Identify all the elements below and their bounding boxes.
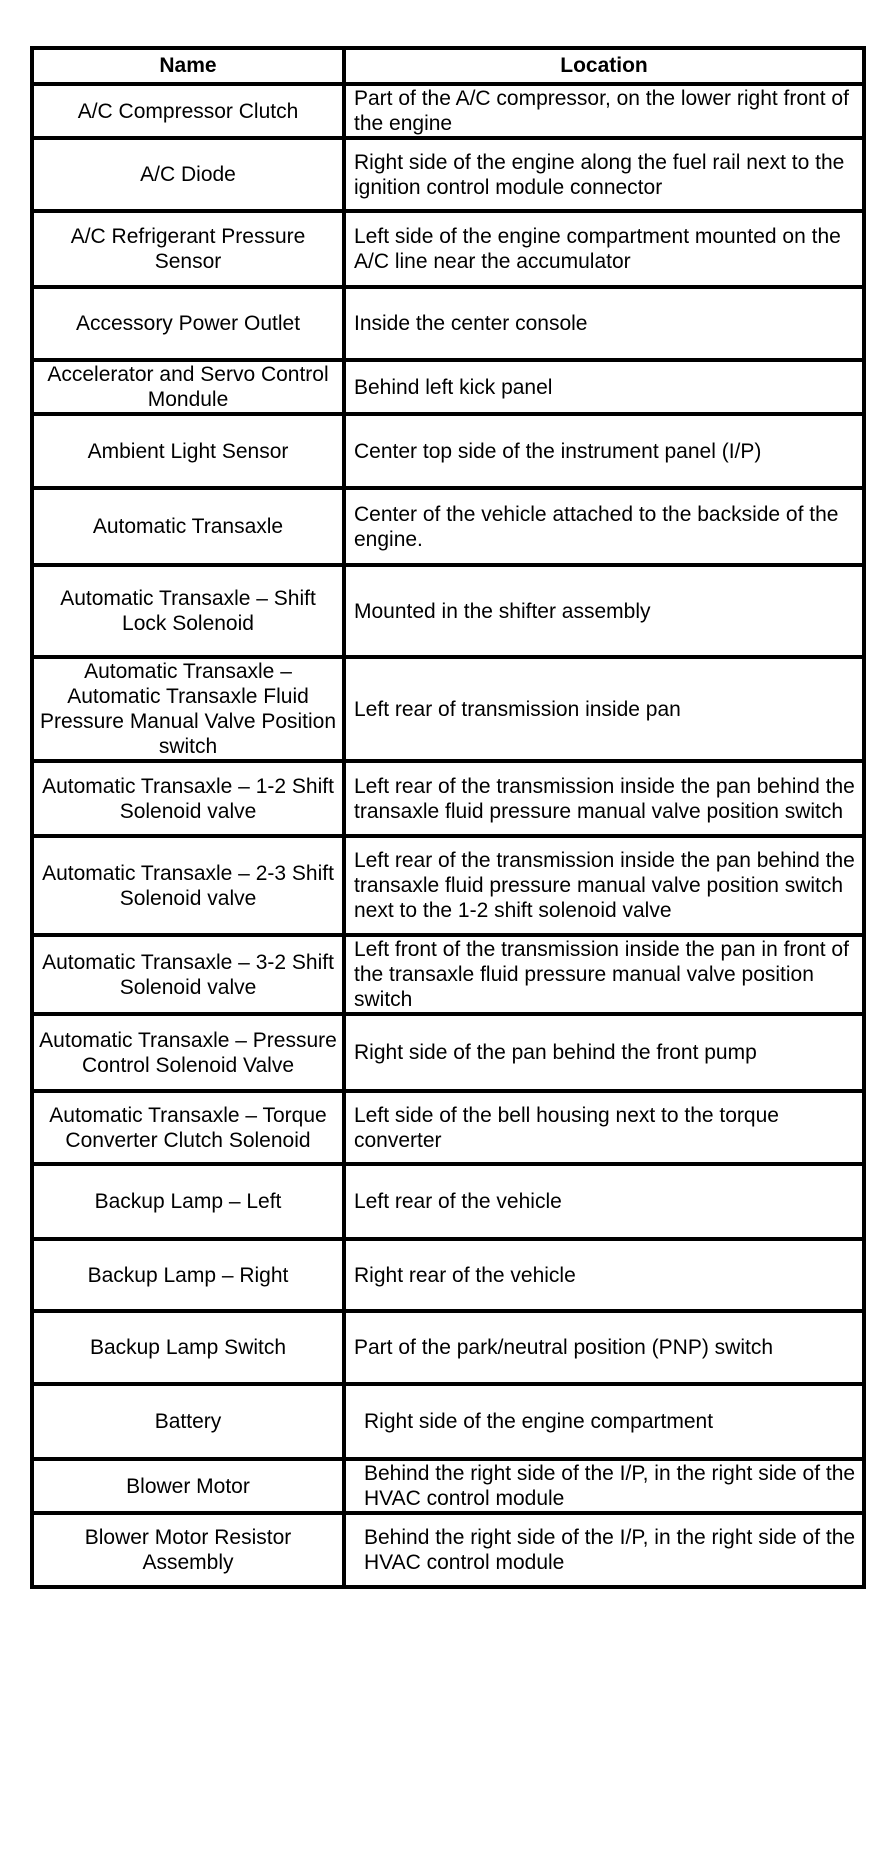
- table-row: [34, 1386, 862, 1461]
- row-name-cell: Automatic Transaxle – Pressure Control Solenoid Valve: [34, 1016, 346, 1093]
- row-location-cell: Part of the park/neutral position (PNP) switch: [346, 1313, 862, 1386]
- row-location-cell: Left rear of transmission inside pan: [346, 659, 862, 763]
- row-name-cell: Backup Lamp – Left: [34, 1166, 346, 1241]
- row-location-cell: Left rear of the transmission inside the pan behind the transaxle fluid pressure manual valve position switch: [346, 763, 862, 838]
- table-row: [34, 937, 862, 1016]
- table-row: [34, 86, 862, 140]
- table-row: [34, 1241, 862, 1313]
- row-location-cell: Left rear of the vehicle: [346, 1166, 862, 1241]
- column-header-name: Name: [34, 50, 346, 86]
- row-name-cell: Automatic Transaxle – 2-3 Shift Solenoid valve: [34, 838, 346, 937]
- row-name-cell: A/C Compressor Clutch: [34, 86, 346, 140]
- column-header-location: Location: [346, 50, 862, 86]
- row-location-cell: Left side of the engine compartment mounted on the A/C line near the accumulator: [346, 213, 862, 289]
- table-row: [34, 213, 862, 289]
- row-location-cell: Center top side of the instrument panel (I/P): [346, 416, 862, 490]
- row-name-cell: Backup Lamp – Right: [34, 1241, 346, 1313]
- table-row: [34, 763, 862, 838]
- row-location-cell: Part of the A/C compressor, on the lower right front of the engine: [346, 86, 862, 140]
- row-name-cell: Accessory Power Outlet: [34, 289, 346, 362]
- row-location-cell: Right side of the pan behind the front pump: [346, 1016, 862, 1093]
- table-row: [34, 1016, 862, 1093]
- table-row: [34, 1093, 862, 1166]
- component-location-table-wrapper: [30, 46, 858, 1589]
- row-name-cell: Accelerator and Servo Control Mondule: [34, 362, 346, 416]
- table-row: [34, 1166, 862, 1241]
- row-location-cell: Behind the right side of the I/P, in the right side of the HVAC control module: [346, 1461, 862, 1515]
- row-name-cell: Automatic Transaxle – Torque Converter Clutch Solenoid: [34, 1093, 346, 1166]
- row-name-cell: Automatic Transaxle – 1-2 Shift Solenoid valve: [34, 763, 346, 838]
- row-name-cell: Blower Motor Resistor Assembly: [34, 1515, 346, 1585]
- table-row: [34, 567, 862, 659]
- table-row: [34, 490, 862, 567]
- table-row: [34, 140, 862, 213]
- row-name-cell: A/C Diode: [34, 140, 346, 213]
- row-name-cell: Battery: [34, 1386, 346, 1461]
- row-name-cell: Automatic Transaxle: [34, 490, 346, 567]
- row-name-cell: Automatic Transaxle – 3-2 Shift Solenoid valve: [34, 937, 346, 1016]
- table-row: [34, 416, 862, 490]
- table-row: [34, 362, 862, 416]
- row-name-cell: Automatic Transaxle – Automatic Transaxle Fluid Pressure Manual Valve Position switch: [34, 659, 346, 763]
- table-row: [34, 1461, 862, 1515]
- row-name-cell: A/C Refrigerant Pressure Sensor: [34, 213, 346, 289]
- table-row: [34, 1515, 862, 1585]
- component-location-table: [30, 46, 866, 1589]
- table-row: [34, 838, 862, 937]
- row-location-cell: Center of the vehicle attached to the backside of the engine.: [346, 490, 862, 567]
- row-name-cell: Blower Motor: [34, 1461, 346, 1515]
- row-location-cell: Behind the right side of the I/P, in the right side of the HVAC control module: [364, 1526, 856, 1574]
- row-location-cell: Left rear of the transmission inside the pan behind the transaxle fluid pressure manual valve position switch next to the 1-2 shift solenoid valve: [346, 838, 862, 937]
- row-location-cell: Right rear of the vehicle: [346, 1241, 862, 1313]
- table-row: [34, 1313, 862, 1386]
- row-location-cell: Inside the center console: [346, 289, 862, 362]
- row-location-cell: Right side of the engine along the fuel rail next to the ignition control module connector: [346, 140, 862, 213]
- row-name-cell: Automatic Transaxle – Shift Lock Solenoid: [34, 567, 346, 659]
- row-location-cell: Right side of the engine compartment: [346, 1386, 862, 1461]
- row-location-cell: Left side of the bell housing next to the torque converter: [346, 1093, 862, 1166]
- row-name-cell: Ambient Light Sensor: [34, 416, 346, 490]
- table-row: [34, 659, 862, 763]
- row-name-cell: Backup Lamp Switch: [34, 1313, 346, 1386]
- table-row: [34, 289, 862, 362]
- header-row: [34, 50, 862, 86]
- row-location-cell: Left front of the transmission inside the pan in front of the transaxle fluid pressure manual valve position switch: [346, 937, 862, 1016]
- row-location-cell: Mounted in the shifter assembly: [346, 567, 862, 659]
- row-location-cell: Behind left kick panel: [346, 362, 862, 416]
